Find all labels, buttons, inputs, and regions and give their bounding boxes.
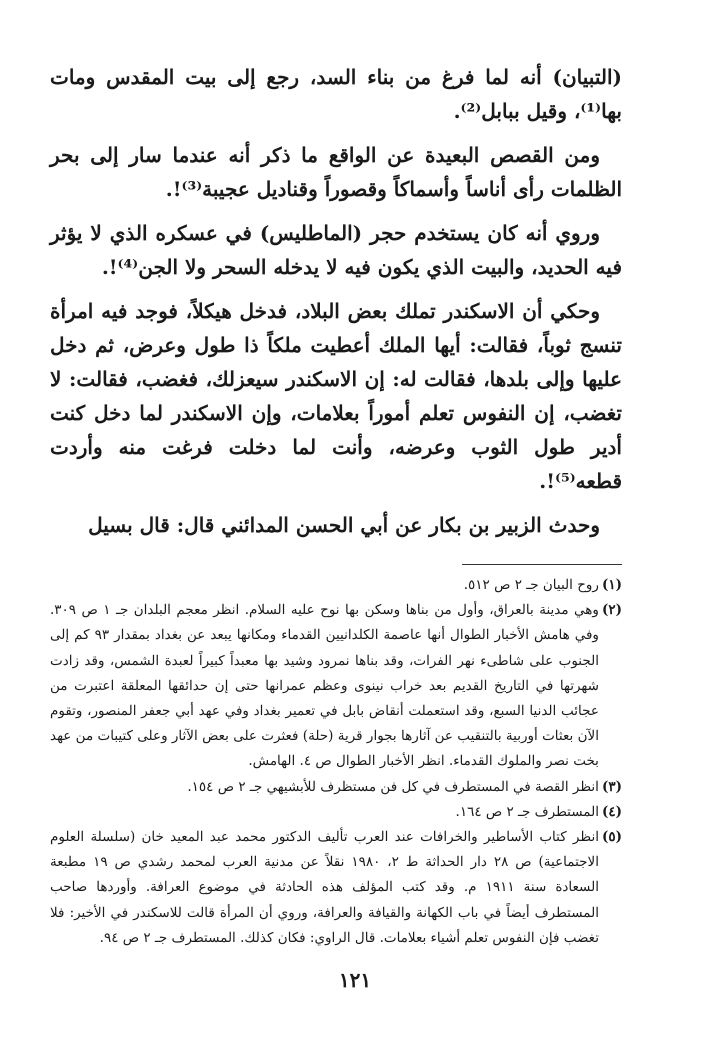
footnote-number: (٤) xyxy=(601,803,622,820)
body-paragraph: وروي أنه كان يستخدم حجر (الماطليس) في عسكره الذي لا يؤثر فيه الحديد، والبيت الذي يكون فيه لا يدخله السحر ولا الجن⁽⁴⁾!. xyxy=(50,221,622,279)
footnotes xyxy=(50,573,622,951)
footnote-text: انظر كتاب الأساطير والخرافات عند العرب تأليف الدكتور محمد عبد المعيد خان (سلسلة العلوم الاجتماعية) ص ٢٨ دار الحداثة ط ٢، ١٩٨٠ نقلاً عن مدنية العرب لمحمد رشدي ص ١٩ مطبعة السعادة سنة ١٩١١ م. وقد كتب المؤلف هذه الحادثة في موضوع العرافة. وأوردها صاحب المستطرف أيضاً في باب الكهانة والقيافة والعرافة، وروي أن المرأة قالت للاسكندر في الأخير: فلا تغضب فإن النفوس تعلم أشياء بعلامات. قال الراوي: فكان كذلك. المستطرف جـ ٢ ص ٩٤. xyxy=(50,829,599,946)
footnote-number: (١) xyxy=(601,577,622,593)
footnote-text: وهي مدينة بالعراق، وأول من بناها وسكن بها نوح عليه السلام. انظر معجم البلدان جـ ١ ص ٣٠٩. وفي هامش الأخبار الطوال أنها عاصمة الكلدانيين القدماء ومكانها يبعد عن بغداد بمقدار ٩٣ كم إلى الجنوب على شاطىء نهر الفرات، وقد بناها نمرود وشيد بها معبداً كبيراً لعبدة الشمس، وقد زادت شهرتها في التاريخ القديم بعد خراب نينوى وعظم عمرانها حتى إن حدائقها المعلقة اعتبرت من عجائب الدنيا السبع، وقد استعملت أنقاض بابل في تعمير بغداد وفي عهد أبي جعفر المنصور، وتقوم الآن بعثات أوربية بالتنقيب عن آثارها بجوار قرية (حلة) فعثرت على بعض الآثار وعلى كتيبات من عهد بخت نصر والملوك القدماء. انظر الأخبار الطوال ص ٤. الهامش. xyxy=(50,602,599,770)
body-paragraph: ومن القصص البعيدة عن الواقع ما ذكر أنه عندما سار إلى بحر الظلمات رأى أناساً وأسماكاً وقصوراً وقناديل عجيبة⁽³⁾!. xyxy=(50,143,622,201)
footnote-item xyxy=(50,800,622,825)
body-paragraph: وحدث الزبير بن بكار عن أبي الحسن المدائني قال: قال بسيل xyxy=(88,513,600,537)
page-number: ١٢١ xyxy=(338,968,372,992)
footnote-text: المستطرف جـ ٢ ص ١٦٤. xyxy=(455,803,599,820)
body-paragraph: (التبيان) أنه لما فرغ من بناء السد، رجع إلى بيت المقدس ومات بها⁽¹⁾، وقيل ببابل⁽²⁾. xyxy=(50,65,622,123)
main-text xyxy=(50,60,622,542)
footnote-divider xyxy=(462,564,622,565)
footnote-item xyxy=(50,598,622,774)
page-content xyxy=(50,60,622,951)
footnote-text: روح البيان جـ ٢ ص ٥١٢. xyxy=(463,577,599,593)
body-paragraph: وحكي أن الاسكندر تملك بعض البلاد، فدخل هيكلاً، فوجد فيه امرأة تنسج ثوباً، فقالت: أيها الملك أعطيت ملكاً ذا طول وعرض، ثم دخل عليها وإلى بلدها، فقالت له: إن الاسكندر سيعزلك، فغضب، فقالت: لا تغضب، إن النفوس تعلم أموراً بعلامات، وإن الاسكندر لما دخل كنت أدير طول الثوب وعرضه، وأنت لما دخلت فرغت منه وأردت قطعه⁽⁵⁾!. xyxy=(50,299,623,493)
footnote-number: (٣) xyxy=(601,778,622,795)
footnote-item xyxy=(50,775,622,800)
footnote-item xyxy=(50,825,622,951)
footnote-item xyxy=(50,573,622,598)
footnote-number: (٢) xyxy=(601,602,622,619)
footnote-number: (٥) xyxy=(601,829,622,846)
footnote-text: انظر القصة في المستطرف في كل فن مستظرف للأبشيهي جـ ٢ ص ١٥٤. xyxy=(187,778,599,795)
